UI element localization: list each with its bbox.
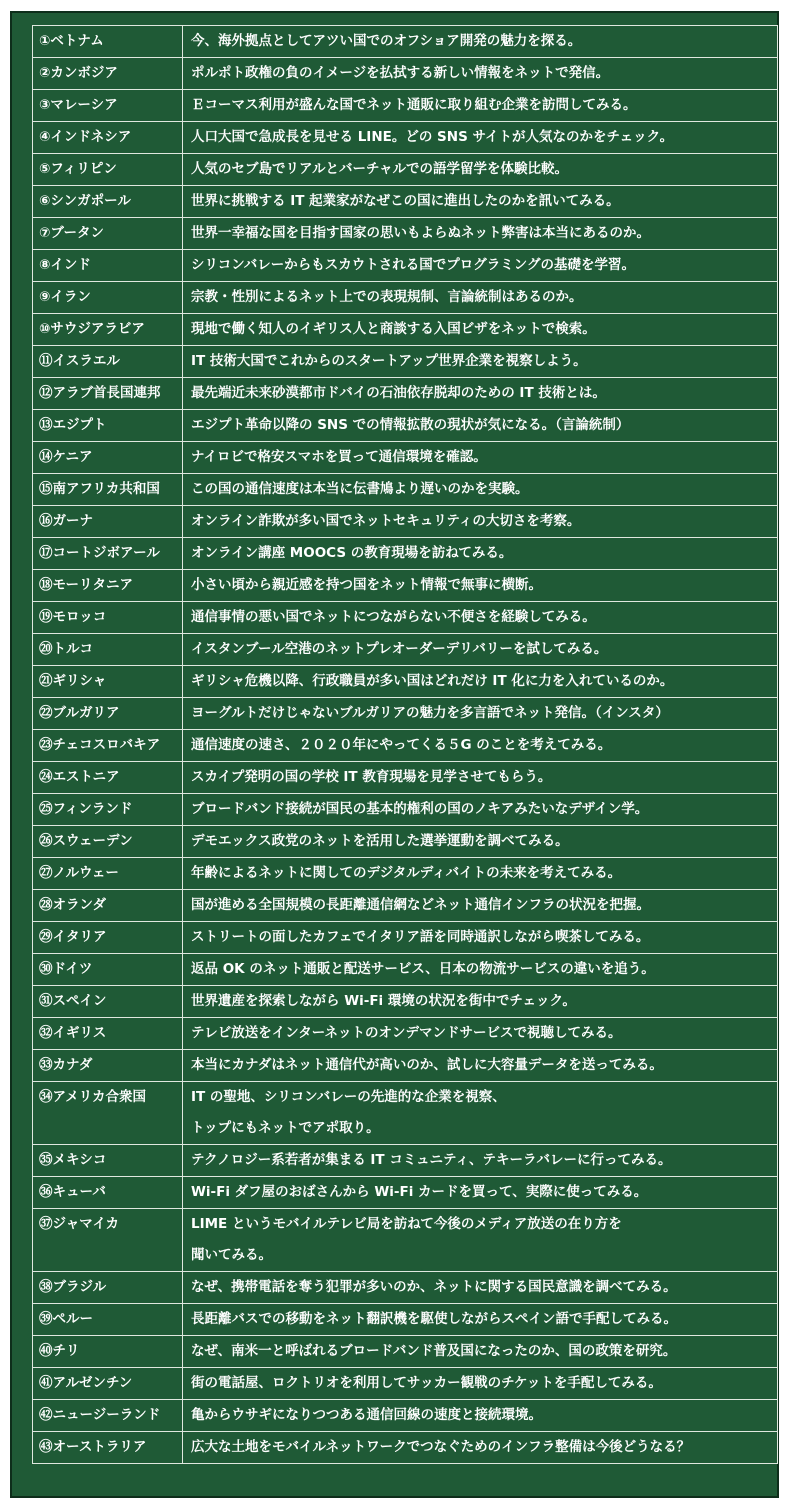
table-row xyxy=(33,698,778,730)
country-cell: ㉝カナダ xyxy=(33,1050,183,1082)
country-cell: ⑮南アフリカ共和国 xyxy=(33,474,183,506)
table-row xyxy=(33,506,778,538)
country-cell: ⑯ガーナ xyxy=(33,506,183,538)
description-cell: Wi-Fi ダフ屋のおばさんから Wi-Fi カードを買って、実際に使ってみる。 xyxy=(183,1177,778,1209)
description-cell: 通信速度の速さ、２０２０年にやってくる５G のことを考えてみる。 xyxy=(183,730,778,762)
table-row xyxy=(33,1177,778,1209)
country-cell: ⑩サウジアラビア xyxy=(33,314,183,346)
country-cell: ㉚ドイツ xyxy=(33,954,183,986)
table-row xyxy=(33,1018,778,1050)
description-cell: 長距離バスでの移動をネット翻訳機を駆使しながらスペイン語で手配してみる。 xyxy=(183,1304,778,1336)
table-row xyxy=(33,154,778,186)
description-cell: 人口大国で急成長を見せる LINE。どの SNS サイトが人気なのかをチェック。 xyxy=(183,122,778,154)
country-cell: ㉔エストニア xyxy=(33,762,183,794)
table-row xyxy=(33,954,778,986)
description-cell: デモエックス政党のネットを活用した選挙運動を調べてみる。 xyxy=(183,826,778,858)
description-cell: ブロードバンド接続が国民の基本的権利の国のノキアみたいなデザイン学。 xyxy=(183,794,778,826)
country-cell: ⑦ブータン xyxy=(33,218,183,250)
table-row xyxy=(33,250,778,282)
country-cell: ①ベトナム xyxy=(33,26,183,58)
country-cell: ㊶アルゼンチン xyxy=(33,1368,183,1400)
country-cell: ㉘オランダ xyxy=(33,890,183,922)
description-cell: イスタンブール空港のネットプレオーダーデリバリーを試してみる。 xyxy=(183,634,778,666)
table-row xyxy=(33,90,778,122)
country-cell: ㊲ジャマイカ xyxy=(33,1209,183,1272)
table-row xyxy=(33,794,778,826)
description-cell: オンライン詐欺が多い国でネットセキュリティの大切さを考察。 xyxy=(183,506,778,538)
country-cell: ㊱キューバ xyxy=(33,1177,183,1209)
table-row xyxy=(33,826,778,858)
description-cell: エジプト革命以降の SNS での情報拡散の現状が気になる。（言論統制） xyxy=(183,410,778,442)
table-row xyxy=(33,346,778,378)
country-cell: ⑲モロッコ xyxy=(33,602,183,634)
chalkboard-panel xyxy=(10,11,779,1498)
description-cell: IT の聖地、シリコンバレーの先進的な企業を視察、 トップにもネットでアポ取り。 xyxy=(183,1082,778,1145)
country-cell: ㉖スウェーデン xyxy=(33,826,183,858)
country-cell: ㉞アメリカ合衆国 xyxy=(33,1082,183,1145)
description-cell: 世界一幸福な国を目指す国家の思いもよらぬネット弊害は本当にあるのか。 xyxy=(183,218,778,250)
country-cell: ㊳ブラジル xyxy=(33,1272,183,1304)
country-cell: ②カンボジア xyxy=(33,58,183,90)
description-cell: 亀からウサギになりつつある通信回線の速度と接続環境。 xyxy=(183,1400,778,1432)
table-row xyxy=(33,122,778,154)
table-row xyxy=(33,890,778,922)
country-cell: ㉗ノルウェー xyxy=(33,858,183,890)
description-cell: LIME というモバイルテレビ局を訪ねて今後のメディア放送の在り方を 聞いてみる。 xyxy=(183,1209,778,1272)
country-cell: ⑪イスラエル xyxy=(33,346,183,378)
table-row xyxy=(33,218,778,250)
table-row xyxy=(33,762,778,794)
description-cell: 世界に挑戦する IT 起業家がなぜこの国に進出したのかを訊いてみる。 xyxy=(183,186,778,218)
description-cell: 返品 OK のネット通販と配送サービス、日本の物流サービスの違いを追う。 xyxy=(183,954,778,986)
table-row xyxy=(33,986,778,1018)
country-cell: ③マレーシア xyxy=(33,90,183,122)
country-cell: ⑬エジプト xyxy=(33,410,183,442)
description-cell: Ｅコーマス利用が盛んな国でネット通販に取り組む企業を訪問してみる。 xyxy=(183,90,778,122)
country-cell: ㉕フィンランド xyxy=(33,794,183,826)
description-cell: 年齢によるネットに関してのデジタルディバイトの未来を考えてみる。 xyxy=(183,858,778,890)
table-row xyxy=(33,1336,778,1368)
country-cell: ⑰コートジボアール xyxy=(33,538,183,570)
table-row xyxy=(33,666,778,698)
description-cell: ギリシャ危機以降、行政職員が多い国はどれだけ IT 化に力を入れているのか。 xyxy=(183,666,778,698)
description-cell: テレビ放送をインターネットのオンデマンドサービスで視聴してみる。 xyxy=(183,1018,778,1050)
table-row xyxy=(33,858,778,890)
description-cell: 街の電話屋、ロクトリオを利用してサッカー観戦のチケットを手配してみる。 xyxy=(183,1368,778,1400)
table-row xyxy=(33,1082,778,1145)
description-cell: 今、海外拠点としてアツい国でのオフショア開発の魅力を探る。 xyxy=(183,26,778,58)
country-cell: ⑨イラン xyxy=(33,282,183,314)
description-cell: オンライン講座 MOOCS の教育現場を訪ねてみる。 xyxy=(183,538,778,570)
description-cell: 国が進める全国規模の長距離通信網などネット通信インフラの状況を把握。 xyxy=(183,890,778,922)
table-row xyxy=(33,1304,778,1336)
description-cell: 最先端近未来砂漠都市ドバイの石油依存脱却のための IT 技術とは。 xyxy=(183,378,778,410)
country-cell: ㉟メキシコ xyxy=(33,1145,183,1177)
table-row xyxy=(33,474,778,506)
description-cell: シリコンバレーからもスカウトされる国でプログラミングの基礎を学習。 xyxy=(183,250,778,282)
country-cell: ⑭ケニア xyxy=(33,442,183,474)
table-row xyxy=(33,570,778,602)
country-cell: ㉓チェコスロバキア xyxy=(33,730,183,762)
country-cell: ㊸オーストラリア xyxy=(33,1432,183,1464)
description-cell: 現地で働く知人のイギリス人と商談する入国ビザをネットで検索。 xyxy=(183,314,778,346)
table-row xyxy=(33,1368,778,1400)
country-cell: ⑤フィリピン xyxy=(33,154,183,186)
table-row xyxy=(33,602,778,634)
table-row xyxy=(33,1272,778,1304)
description-cell: 通信事情の悪い国でネットにつながらない不便さを経験してみる。 xyxy=(183,602,778,634)
description-cell: この国の通信速度は本当に伝書鳩より遅いのかを実験。 xyxy=(183,474,778,506)
country-cell: ㊴ペルー xyxy=(33,1304,183,1336)
table-row xyxy=(33,1432,778,1464)
country-cell: ㉛スペイン xyxy=(33,986,183,1018)
table-row xyxy=(33,410,778,442)
description-cell: 人気のセブ島でリアルとバーチャルでの語学留学を体験比較。 xyxy=(183,154,778,186)
description-cell: ナイロビで格安スマホを買って通信環境を確認。 xyxy=(183,442,778,474)
country-cell: ⑳トルコ xyxy=(33,634,183,666)
country-cell: ㊵チリ xyxy=(33,1336,183,1368)
description-cell: ポルポト政権の負のイメージを払拭する新しい情報をネットで発信。 xyxy=(183,58,778,90)
description-cell: テクノロジー系若者が集まる IT コミュニティ、テキーラバレーに行ってみる。 xyxy=(183,1145,778,1177)
table-row xyxy=(33,634,778,666)
table-row xyxy=(33,442,778,474)
table-row xyxy=(33,1400,778,1432)
description-cell: なぜ、南米一と呼ばれるブロードバンド普及国になったのか、国の政策を研究。 xyxy=(183,1336,778,1368)
country-cell: ⑥シンガポール xyxy=(33,186,183,218)
table-row xyxy=(33,378,778,410)
table-row xyxy=(33,1050,778,1082)
description-cell: 広大な土地をモバイルネットワークでつなぐためのインフラ整備は今後どうなる？ xyxy=(183,1432,778,1464)
table-row xyxy=(33,730,778,762)
table-row xyxy=(33,314,778,346)
description-cell: 宗教・性別によるネット上での表現規制、言論統制はあるのか。 xyxy=(183,282,778,314)
country-cell: ⑫アラブ首長国連邦 xyxy=(33,378,183,410)
country-plan-table xyxy=(32,25,778,1464)
description-cell: ストリートの面したカフェでイタリア語を同時通訳しながら喫茶してみる。 xyxy=(183,922,778,954)
table-row xyxy=(33,1145,778,1177)
country-cell: ㉑ギリシャ xyxy=(33,666,183,698)
country-cell: ㉜イギリス xyxy=(33,1018,183,1050)
description-cell: 本当にカナダはネット通信代が高いのか、試しに大容量データを送ってみる。 xyxy=(183,1050,778,1082)
country-cell: ㉒ブルガリア xyxy=(33,698,183,730)
table-row xyxy=(33,1209,778,1272)
country-cell: ⑱モーリタニア xyxy=(33,570,183,602)
country-cell: ㉙イタリア xyxy=(33,922,183,954)
country-cell: ④インドネシア xyxy=(33,122,183,154)
description-cell: 世界遺産を探索しながら Wi-Fi 環境の状況を街中でチェック。 xyxy=(183,986,778,1018)
table-row xyxy=(33,26,778,58)
description-cell: ヨーグルトだけじゃないブルガリアの魅力を多言語でネット発信。（インスタ） xyxy=(183,698,778,730)
description-cell: なぜ、携帯電話を奪う犯罪が多いのか、ネットに関する国民意識を調べてみる。 xyxy=(183,1272,778,1304)
table-row xyxy=(33,538,778,570)
country-cell: ⑧インド xyxy=(33,250,183,282)
description-cell: スカイプ発明の国の学校 IT 教育現場を見学させてもらう。 xyxy=(183,762,778,794)
description-cell: 小さい頃から親近感を持つ国をネット情報で無事に横断。 xyxy=(183,570,778,602)
country-cell: ㊷ニュージーランド xyxy=(33,1400,183,1432)
table-row xyxy=(33,922,778,954)
table-row xyxy=(33,282,778,314)
table-row xyxy=(33,186,778,218)
table-body xyxy=(33,26,778,1464)
description-cell: IT 技術大国でこれからのスタートアップ世界企業を視察しよう。 xyxy=(183,346,778,378)
table-row xyxy=(33,58,778,90)
